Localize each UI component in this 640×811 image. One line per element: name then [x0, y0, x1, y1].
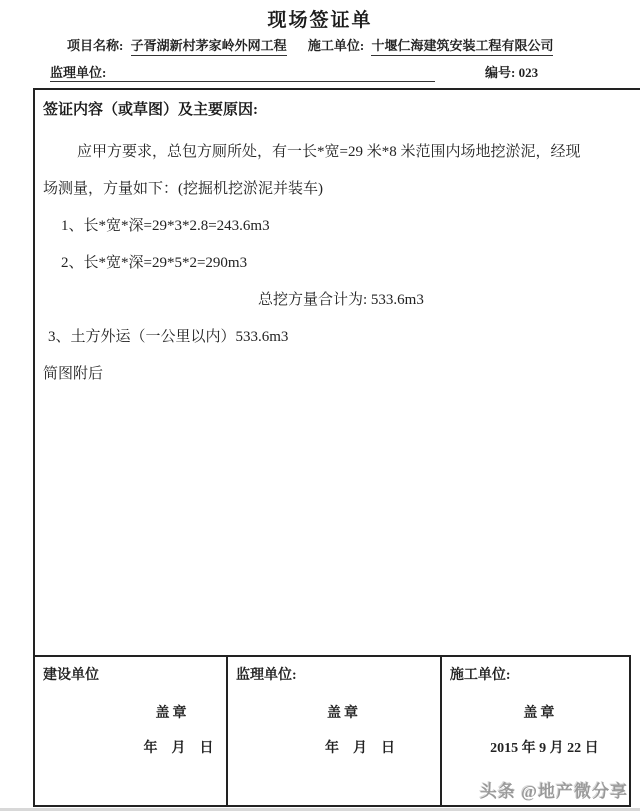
form-number-value: 023 [518, 65, 539, 80]
header-row-project [67, 35, 553, 54]
owner-seal-label: 盖章 [155, 706, 190, 721]
contractor-seal-label: 盖章 [523, 706, 558, 721]
form-number [485, 62, 538, 81]
visa-content-heading: 签证内容（或草图）及主要原因: [43, 102, 258, 118]
supervisor-blank-line [50, 62, 435, 82]
contractor-date-value: 2015 年 9 月 22 日 [490, 741, 599, 756]
form-number-label: 编号: [485, 65, 516, 80]
contractor-unit-label: 施工单位: [449, 668, 511, 683]
contractor-label: 施工单位: [307, 38, 365, 53]
owner-date-line: 年 月 日 [143, 741, 214, 756]
project-name-value: 子胥湖新村茅家岭外网工程 [131, 38, 287, 56]
page-title: 现场签证单 [267, 10, 373, 31]
visa-content-box [33, 88, 640, 663]
excavation-subtotal: 总挖方量合计为: 533.6m3 [258, 292, 424, 308]
project-name-label: 项目名称: [67, 38, 124, 53]
paragraph-line-2: 场测量，方量如下：(挖掘机挖淤泥并装车) [43, 181, 323, 197]
supervisor-label: 监理单位: [50, 65, 107, 80]
toutiao-watermark: 头条 @地产微分享 [479, 782, 628, 801]
supervisor-seal-label: 盖章 [326, 706, 361, 721]
measurement-item-2: 2、长*宽*深=29*5*2=290m3 [61, 255, 248, 271]
signature-cell-supervisor [228, 657, 442, 805]
contractor-value: 十堰仁海建筑安装工程有限公司 [371, 38, 553, 56]
signature-cell-owner [35, 657, 228, 805]
measurement-item-1: 1、长*宽*深=29*3*2.8=243.6m3 [61, 218, 270, 234]
header-row-supervisor [0, 62, 640, 84]
paragraph-line-1: 应甲方要求，总包方厕所处，有一长*宽=29 米*8 米范围内场地挖淤泥，经现 [77, 144, 581, 160]
supervisor-unit-label: 监理单位: [236, 668, 297, 683]
measurement-item-3: 3、土方外运（一公里以内）533.6m3 [48, 329, 289, 345]
supervisor-date-line: 年 月 日 [324, 741, 395, 756]
sketch-attached-note: 简图附后 [43, 366, 104, 382]
owner-unit-label: 建设单位 [43, 668, 99, 683]
